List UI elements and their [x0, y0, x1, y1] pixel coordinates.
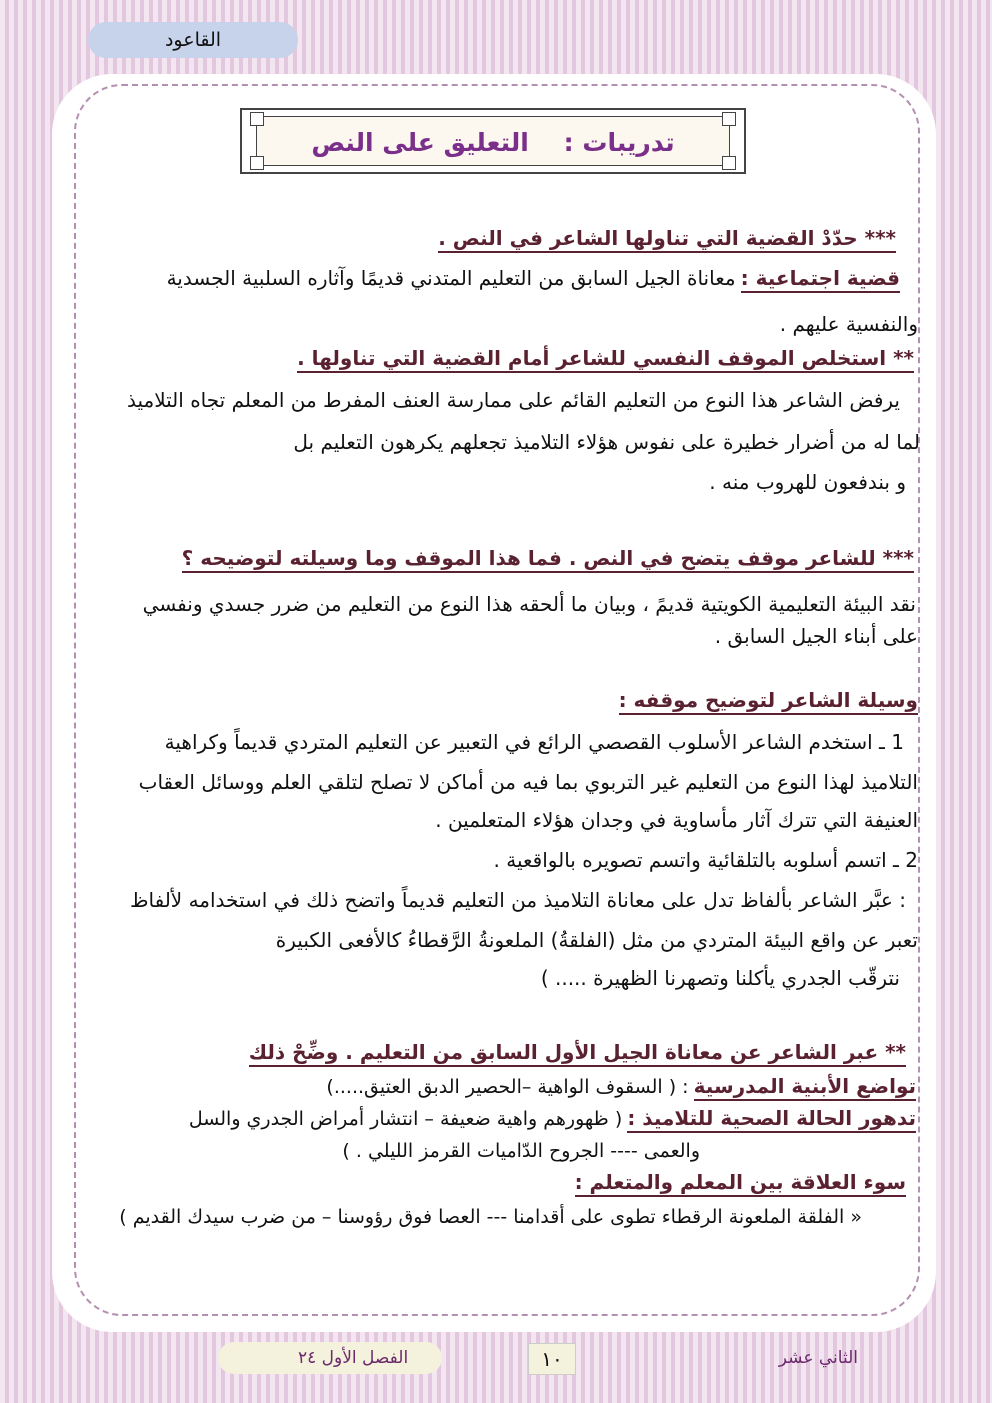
frame-corner-ornament: [250, 112, 264, 126]
suffering-item-2-text: ( ظهورهم واهية ضعيفة – انتشار أمراض الجدري والسل: [188, 1108, 623, 1130]
method-line-1: 1 ـ استخدم الشاعر الأسلوب القصصي الرائع في التعبير عن التعليم المتردي قديماً وكراهية: [164, 730, 904, 754]
method-heading-text: وسيلة الشاعر لتوضيح موقفه :: [619, 688, 918, 715]
frame-corner-ornament: [722, 112, 736, 126]
question-3: [182, 546, 914, 570]
method-heading: [619, 688, 918, 712]
page-number: ١٠: [528, 1343, 576, 1375]
question-1-text: *** حدّدْ القضية التي تناولها الشاعر في النص .: [438, 226, 896, 253]
footer-grade: الثاني عشر: [778, 1348, 858, 1368]
frame-corner-ornament: [722, 156, 736, 170]
answer-2-line-3: و بندفعون للهروب منه .: [709, 470, 906, 494]
question-1: [438, 226, 896, 250]
author-tag-label: القاعود: [164, 29, 222, 51]
answer-1-line-2: والنفسية عليهم .: [779, 312, 918, 336]
method-line-5: : عبَّر الشاعر بألفاظ تدل على معاناة التلاميذ من التعليم قديماً واتضح ذلك في استخدامه لألفاظ: [130, 888, 906, 912]
answer-2-line-2: لما له من أضرار خطيرة على نفوس هؤلاء التلاميذ تجعلهم يكرهون التعليم بل: [293, 430, 920, 454]
suffering-item-3-text: « الفلقة الملعونة الرقطاء تطوى على أقدامنا --- العصا فوق رؤوسنا – من ضرب سيدك القديم ): [119, 1206, 862, 1228]
method-line-3: العنيفة التي تترك آثار مأساوية في وجدان هؤلاء المتعلمين .: [435, 808, 918, 832]
suffering-item-3: [575, 1170, 906, 1194]
answer-3-line-2: على أبناء الجيل السابق .: [714, 624, 918, 648]
answer-3-line-1: نقد البيئة التعليمية الكويتية قديمً ، وبيان ما ألحقه هذا النوع من التعليم من ضرر جسدي ونفسي: [142, 592, 916, 616]
answer-2-line-1: يرفض الشاعر هذا النوع من التعليم القائم على ممارسة العنف المفرط من المعلم تجاه التلاميذ: [126, 388, 900, 412]
answer-1-line-1: [167, 266, 900, 290]
question-2: [297, 346, 914, 370]
method-line-2: التلاميذ لهذا النوع من التعليم غير التربوي بما فيه من أماكن لا تصلح لتلقي العلم ووسائل العقاب: [138, 770, 918, 794]
suffering-item-1-text: : ( السقوف الواهية –الحصير الدبق العتيق.....): [326, 1076, 689, 1098]
method-line-4: 2 ـ اتسم أسلوبه بالتلقائية واتسم تصويره بالواقعية .: [493, 848, 918, 872]
suffering-item-3-label: سوء العلاقة بين المعلم والمتعلم :: [575, 1170, 906, 1197]
suffering-item-2-label: تدهور الحالة الصحية للتلاميذ :: [627, 1106, 916, 1133]
suffering-item-2: [189, 1106, 916, 1130]
suffering-item-1-label: تواضع الأبنية المدرسية: [694, 1074, 916, 1101]
suffering-item-2-cont: والعمى ---- الجروح الدّاميات القرمز الليلي . ): [342, 1140, 700, 1162]
answer-1-label: قضية اجتماعية :: [741, 266, 900, 293]
method-line-6: تعبر عن واقع البيئة المتردي من مثل (الفلقةُ) الملعونةُ الرَّقطاءُ كالأفعى الكبيرة: [275, 928, 918, 952]
method-line-7: نترقّب الجدري يأكلنا وتصهرنا الظهيرة ..... ): [540, 966, 900, 990]
question-5-text: ** عبر الشاعر عن معاناة الجيل الأول السابق من التعليم . وضِّحْ ذلك: [249, 1040, 906, 1067]
title-main: التعليق على النص: [311, 128, 529, 157]
title-frame: [240, 108, 746, 174]
footer-term: الفصل الأول ٢٤: [298, 1348, 409, 1368]
author-tag: [88, 22, 298, 58]
title-prefix: تدريبات :: [563, 128, 675, 157]
page-title: [242, 128, 744, 157]
suffering-item-1: [326, 1074, 916, 1098]
question-2-text: ** استخلص الموقف النفسي للشاعر أمام القضية التي تناولها .: [297, 346, 914, 373]
answer-1-text: معاناة الجيل السابق من التعليم المتدني قديمًا وآثاره السلبية الجسدية: [166, 266, 736, 290]
question-5: [249, 1040, 906, 1064]
frame-corner-ornament: [250, 156, 264, 170]
question-3-text: *** للشاعر موقف يتضح في النص . فما هذا الموقف وما وسيلته لتوضيحه ؟: [182, 546, 914, 573]
